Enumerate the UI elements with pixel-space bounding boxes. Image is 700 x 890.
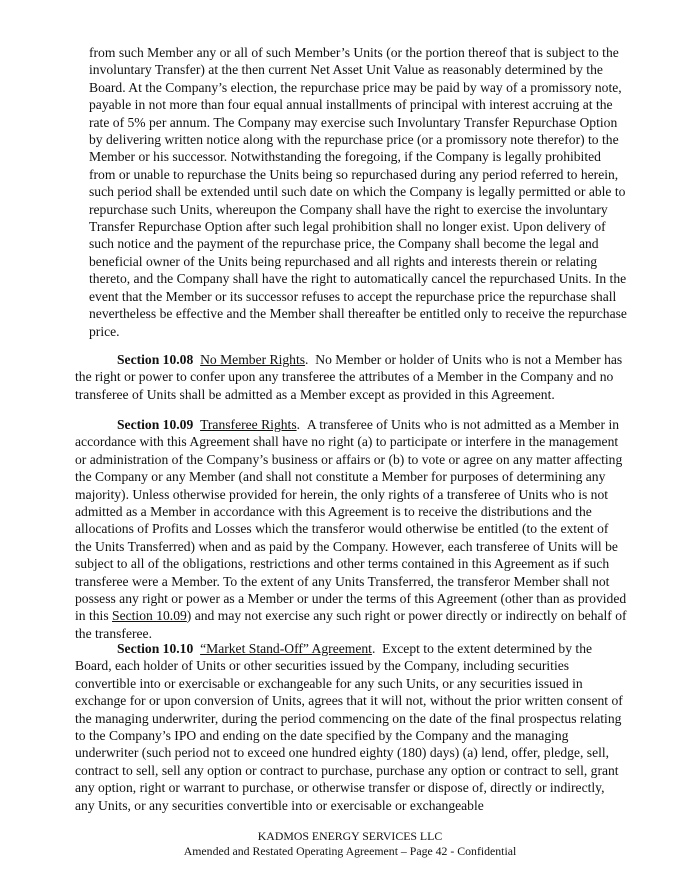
section-text: No Member or holder of Units who is not a Member has the right or power to confer upon any transferee the attributes of a Member in the Company and no transferee of Units shall be admitted as a Member except as provided in this Agreement. <box>75 352 623 402</box>
section-10-10: Section 10.10 “Market Stand-Off” Agreement. Except to the extent determined by the Board, each holder of Units or other securities issued by the Company, including securities convertible into or exercisable or exchangeable for any such Units, or any securities issued in exchange for or upon conversion of Units, agrees that it will not, without the prior written consent of the managing underwriter, during the period commencing on the date of the final prospectus relating to the Company’s IPO and ending on the date specified by the Company and the managing underwriter (such period not to exceed one hundred eighty (180) days) (a) lend, offer, pledge, sell, contract to sell, sell any option or contract to purchase, purchase any option or contract to sell, grant any option, right or warrant to purchase, or otherwise transfer or dispose of, directly or indirectly, any Units, or any securities convertible into or exercisable or exchangeable <box>75 641 623 813</box>
section-reference: Section 10.09 <box>112 608 187 624</box>
section-10-08: Section 10.08 No Member Rights. No Member or holder of Units who is not a Member has the right or power to confer upon any transferee the attributes of a Member in the Company and no transferee of Units shall be admitted as a Member except as provided in this Agreement. <box>75 352 623 402</box>
section-number: Section 10.10 <box>117 641 194 656</box>
section-title: “Market Stand-Off” Agreement <box>200 641 372 656</box>
section-title: No Member Rights <box>200 352 306 367</box>
page-footer <box>0 829 700 859</box>
section-10-09: Section 10.09 Transferee Rights. A transferee of Units who is not admitted as a Member in accordance with this Agreement shall have no right (a) to participate or interfere in the management or administration of the Company’s business or affairs or (b) to vote or agree on any matter affecting the Company or any Member (and shall not constitute a Member for purposes of determining any majority). Unless otherwise provided for herein, the only rights of a transferee of Units who is not admitted as a Member in accordance with this Agreement is to receive the distributions and the allocations of Profits and Losses which the transferor would otherwise be entitled (to the extent of the Units Transferred) when and as paid by the Company. However, each transferee of Units will be subject to all of the obligations, restrictions and other terms contained in this Agreement as if such transferee were a Member. To the extent of any Units Transferred, the transferor Member shall not possess any right or power as a Member or under the terms of this Agreement (other than as provided in this Section 10.09) and may not exercise any such right or power directly or indirectly on behalf of the transferee. <box>75 417 627 641</box>
section-number: Section 10.09 <box>117 417 194 432</box>
section-text-after: ) and may not exercise any such right or power directly or indirectly on behalf of the transferee. <box>75 608 627 641</box>
section-title: Transferee Rights <box>200 417 297 432</box>
footer-page-line: Amended and Restated Operating Agreement – Page 42 - Confidential <box>183 844 517 858</box>
footer-company: KADMOS ENERGY SERVICES LLC <box>257 829 443 843</box>
section-text: Except to the extent determined by the Board, each holder of Units or other securities issued by the Company, including securities convertible into or exercisable or exchangeable for any such Units, or any securities issued in exchange for or upon conversion of Units, agrees that it will not, without the prior written consent of the managing underwriter, during the period commencing on the date of the final prospectus relating to the Company’s IPO and ending on the date specified by the Company and the managing underwriter (such period not to exceed one hundred eighty (180) days) (a) lend, offer, pledge, sell, contract to sell, sell any option or contract to purchase, purchase any option or contract to sell, grant any option, right or warrant to purchase, or otherwise transfer or dispose of, directly or indirectly, any Units, or any securities convertible into or exercisable or exchangeable <box>75 641 623 813</box>
section-number: Section 10.08 <box>117 352 194 367</box>
section-text: A transferee of Units who is not admitted as a Member in accordance with this Agreement shall have no right (a) to participate or interfere in the management or administration of the Company’s business or affairs or (b) to vote or agree on any matter affecting the Company or any Member (and shall not constitute a Member for purposes of determining any majority). Unless otherwise provided for herein, the only rights of a transferee of Units who is not admitted as a Member in accordance with this Agreement is to receive the distributions and the allocations of Profits and Losses which the transferor would otherwise be entitled (to the extent of the Units Transferred) when and as paid by the Company. However, each transferee of Units will be subject to all of the obligations, restrictions and other terms contained in this Agreement as if such transferee were a Member. To the extent of any Units Transferred, the transferor Member shall not possess any right or power as a Member or under the terms of this Agreement (other than as provided in this <box>75 417 627 624</box>
paragraph-continuation: from such Member any or all of such Member’s Units (or the portion thereof that is subject to the involuntary Transfer) at the then current Net Asset Unit Value as reasonably determined by the Board. At the Company’s election, the repurchase price may be paid by way of a promissory note, payable in not more than four equal annual installments of principal with interest accruing at the rate of 5% per annum. The Company may exercise such Involuntary Transfer Repurchase Option by delivering written notice along with the repurchase price (or a promissory note therefor) to the Member or his successor. Notwithstanding the foregoing, if the Company is legally prohibited from or unable to repurchase the Units being so repurchased during any period referred to herein, such period shall be extended until such date on which the Company is legally permitted or able to repurchase such Units, whereupon the Company shall have the right to exercise the involuntary Transfer Repurchase Option after such legal prohibition shall no longer exist. Upon delivery of such notice and the payment of the repurchase price, the Company shall become the legal and beneficial owner of the Units being repurchased and all rights and interests therein or relating thereto, and the Company shall have the right to automatically cancel the repurchased Units. In the event that the Member or its successor refuses to accept the repurchase price the repurchase shall nevertheless be effective and the Member shall thereafter be entitled only to receive the repurchase price. <box>89 45 627 339</box>
